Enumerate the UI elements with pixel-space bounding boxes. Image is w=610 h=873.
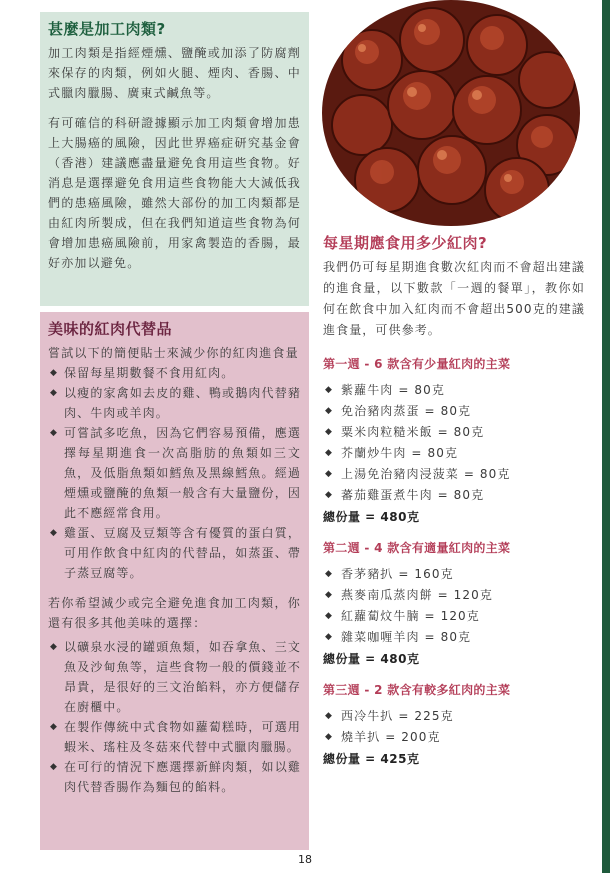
- diamond-bullet-icon: ◆: [325, 448, 334, 458]
- page-edge-stripe: [602, 0, 610, 873]
- diamond-bullet-icon: ◆: [50, 528, 59, 538]
- diamond-bullet-icon: ◆: [325, 611, 334, 621]
- list-item: ◆ 雜菜咖喱羊肉 = 80克: [323, 627, 585, 648]
- diamond-bullet-icon: ◆: [325, 711, 334, 721]
- list-item: ◆ 香茅豬扒 = 160克: [323, 564, 585, 585]
- week-1-total: 總份量 = 480克: [323, 510, 420, 524]
- weekly-intro: 我們仍可每星期進食數次紅肉而不會超出建議的進食量，以下數款「一週的餐單」，教你如何在飲食中加入紅肉而不會超出500克的建議進食量，可供參考。: [323, 260, 586, 337]
- diamond-bullet-icon: ◆: [50, 722, 59, 732]
- list-item: ◆ 上湯免治豬肉浸菠菜 = 80克: [323, 464, 585, 485]
- list-item: ◆ 西冷牛扒 = 225克: [323, 706, 585, 727]
- diamond-bullet-icon: ◆: [325, 385, 334, 395]
- list-item: ◆ 燕麥南瓜蒸肉餅 = 120克: [323, 585, 585, 606]
- week-3-total: 總份量 = 425克: [323, 752, 420, 766]
- list-item: ◆ 紫蘿牛肉 = 80克: [323, 380, 585, 401]
- diamond-bullet-icon: ◆: [325, 732, 334, 742]
- list-item: ◆ 芥蘭炒牛肉 = 80克: [323, 443, 585, 464]
- week-3-title: 第三週 - 2 款含有較多紅肉的主菜: [323, 683, 511, 697]
- list-item: ◆ 在可行的情況下應選擇新鮮肉類，如以雞肉代替香腸作為麵包的餡料。: [48, 757, 301, 797]
- alternatives-title: 美味的紅肉代替品: [48, 320, 173, 338]
- list-item: ◆ 紅蘿蔔炆牛腩 = 120克: [323, 606, 585, 627]
- list-item: ◆ 可嘗試多吃魚，因為它們容易預備，應選擇每星期進食一次高脂肪的魚類如三文魚，及低脂魚類如鱈魚及黑線鱈魚。經過煙燻或鹽醃的魚類一般含有大量鹽份，因此不應經常食用。: [48, 423, 301, 523]
- list-item: ◆ 雞蛋、豆腐及豆類等含有優質的蛋白質，可用作飲食中紅肉的代替品，如蒸蛋、帶子蒸豆腐等。: [48, 523, 301, 583]
- week-2-title: 第二週 - 4 款含有適量紅肉的主菜: [323, 541, 511, 555]
- diamond-bullet-icon: ◆: [50, 762, 59, 772]
- alternatives-intro-2: 若你希望減少或完全避免進食加工肉類，你還有很多其他美味的選擇：: [48, 596, 301, 630]
- week-1-list: [323, 380, 585, 506]
- diamond-bullet-icon: ◆: [50, 428, 59, 438]
- diamond-bullet-icon: ◆: [325, 406, 334, 416]
- weekly-meal-section: [323, 232, 585, 767]
- meat-dish-photo: [322, 0, 580, 226]
- diamond-bullet-icon: ◆: [325, 427, 334, 437]
- alternatives-box: [40, 312, 309, 850]
- list-item: ◆ 蕃茄雞蛋煮牛肉 = 80克: [323, 485, 585, 506]
- processed-meat-title: 甚麼是加工肉類?: [48, 20, 166, 38]
- list-item: ◆ 粟米肉粒糙米飯 = 80克: [323, 422, 585, 443]
- diamond-bullet-icon: ◆: [325, 469, 334, 479]
- diamond-bullet-icon: ◆: [325, 590, 334, 600]
- diamond-bullet-icon: ◆: [325, 490, 334, 500]
- processed-meat-definition: 加工肉類是指經煙燻、鹽醃或加添了防腐劑來保存的肉類，例如火腿、煙肉、香腸、中式臘肉臘腸、廣東式鹹魚等。: [48, 46, 301, 100]
- week-2-list: [323, 564, 585, 648]
- list-item: ◆ 免治豬肉蒸蛋 = 80克: [323, 401, 585, 422]
- list-item: ◆ 以瘦的家禽如去皮的雞、鴨或鵝肉代替豬肉、牛肉或羊肉。: [48, 383, 301, 423]
- diamond-bullet-icon: ◆: [50, 642, 59, 652]
- list-item: ◆ 在製作傳統中式食物如蘿蔔糕時，可選用蝦米、瑤柱及冬菇來代替中式臘肉臘腸。: [48, 717, 301, 757]
- meat-chunks-illustration: [322, 0, 580, 226]
- processed-alternatives-list: [48, 637, 301, 797]
- list-item: ◆ 以礦泉水浸的罐頭魚類，如吞拿魚、三文魚及沙甸魚等，這些食物一般的價錢並不昂貴，是很好的三文治餡料，亦方便儲存在廚櫃中。: [48, 637, 301, 717]
- diamond-bullet-icon: ◆: [50, 368, 59, 378]
- week-2-total: 總份量 = 480克: [323, 652, 420, 666]
- page-number: 18: [298, 853, 312, 866]
- week-3-list: [323, 706, 585, 748]
- weekly-title: 每星期應食用多少紅肉?: [323, 234, 488, 252]
- diamond-bullet-icon: ◆: [50, 388, 59, 398]
- week-1-title: 第一週 - 6 款含有少量紅肉的主菜: [323, 357, 511, 371]
- diamond-bullet-icon: ◆: [325, 569, 334, 579]
- list-item: ◆ 保留每星期數餐不食用紅肉。: [48, 363, 301, 383]
- alternatives-intro: 嘗試以下的簡便貼士來減少你的紅肉進食量: [48, 346, 299, 360]
- processed-meat-box: [40, 12, 309, 306]
- processed-meat-evidence: 有可確信的科研證據顯示加工肉類會增加患上大腸癌的風險，因此世界癌症研究基金會（香港）建議應盡量避免食用這些食物。好消息是選擇避免食用這些食物能大大減低我們的患癌風險，雖然大部份的加工肉類都是由紅肉所製成，但在我們知道這些食物為何會增加患癌風險前，用家禽製造的香腸，最好亦加以避免。: [48, 116, 301, 270]
- alternatives-tips-list: [48, 363, 301, 583]
- diamond-bullet-icon: ◆: [325, 632, 334, 642]
- list-item: ◆ 燒羊扒 = 200克: [323, 727, 585, 748]
